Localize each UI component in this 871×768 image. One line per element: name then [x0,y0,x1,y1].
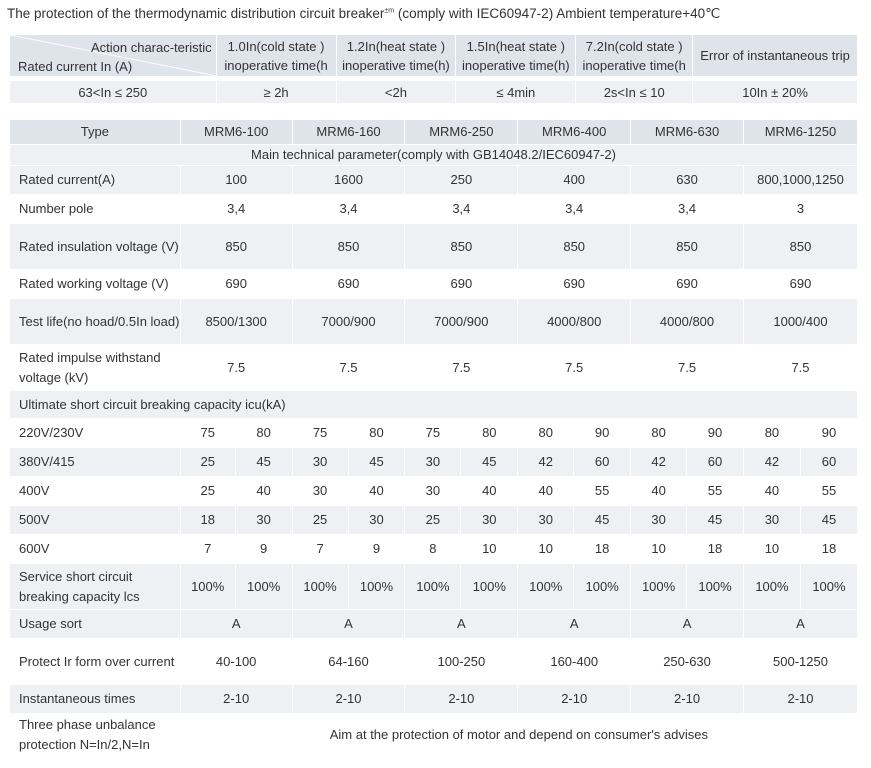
icu-value: 80 [348,419,405,448]
icu-value: 30 [461,506,518,535]
spec-row [10,270,858,299]
value-cell: ≥ 2h [216,81,336,104]
row-value: 850 [180,224,292,270]
icu-section-title: Ultimate short circuit breaking capacity icu(kA) [10,391,858,419]
spec-row [10,195,858,224]
icu-value: 30 [405,477,461,506]
action-characteristic-label: Action charac-teristic [90,40,212,55]
icu-row [10,419,858,448]
header-cell: 1.2In(heat state ) inoperative time(h) [336,35,456,77]
row-value: A [631,610,744,639]
icu-value: 10 [743,535,800,564]
header-cell: Error of instantaneous trip [693,35,858,77]
model-name: MRM6-250 [405,120,518,145]
icu-value: 40 [348,477,405,506]
icu-value: 75 [292,419,348,448]
row-value: 3,4 [631,195,744,224]
row-value: 7.5 [743,345,857,391]
icu-value: 30 [292,477,348,506]
parameter-rows [10,166,858,391]
icu-value: 42 [631,448,687,477]
icu-value: 80 [235,419,292,448]
row-value: 7000/900 [292,299,405,345]
model-name: MRM6-400 [518,120,631,145]
spec-row [10,166,858,195]
icu-value: 100% [800,564,857,610]
row-label: 600V [10,535,181,564]
icu-value: 80 [461,419,518,448]
icu-value: 30 [292,448,348,477]
model-name: MRM6-100 [180,120,292,145]
icu-row [10,506,858,535]
row-value: 100-250 [405,639,518,685]
row-label: 500V [10,506,181,535]
row-value: 2-10 [292,685,405,714]
icu-value: 40 [235,477,292,506]
value-cell: ≤ 4min [456,81,576,104]
page-title: The protection of the thermodynamic distribution circuit breaker$^{\pm m}$ (comply with IEC60947-2) Ambient temperature+40℃ [7,6,721,21]
icu-value: 18 [800,535,857,564]
spec-row [10,345,858,391]
icu-value: 100% [405,564,461,610]
type-label: Type [10,120,181,145]
icu-value: 100% [461,564,518,610]
row-value: A [743,610,857,639]
row-value: 3 [743,195,857,224]
icu-value: 30 [518,506,574,535]
icu-value: 80 [743,419,800,448]
row-label: Rated working voltage (V) [10,270,181,299]
icu-value: 18 [180,506,235,535]
value-cell: 63<In ≤ 250 [10,81,217,104]
icu-value: 60 [800,448,857,477]
icu-value: 100% [292,564,348,610]
icu-value: 40 [631,477,687,506]
icu-value: 75 [405,419,461,448]
row-value: Aim at the protection of motor and depend on consumer's advises [180,714,857,756]
row-value: 250 [405,166,518,195]
row-label: Test life(no hoad/0.5In load) [10,299,181,345]
row-value: 2-10 [518,685,631,714]
row-value: 160-400 [518,639,631,685]
row-label: Usage sort [10,610,181,639]
icu-value: 90 [574,419,631,448]
icu-value: 10 [461,535,518,564]
value-cell: <2h [336,81,456,104]
section-title: Main technical parameter(comply with GB14048.2/IEC60947-2) [10,145,858,166]
icu-value: 100% [180,564,235,610]
row-value: 1600 [292,166,405,195]
row-value: 3,4 [180,195,292,224]
model-name: MRM6-630 [631,120,744,145]
icu-row [10,564,858,610]
icu-row [10,477,858,506]
icu-value: 55 [800,477,857,506]
spec-row [10,299,858,345]
icu-rows [10,419,858,610]
row-value: 850 [292,224,405,270]
icu-value: 45 [687,506,744,535]
icu-value: 45 [348,448,405,477]
value-cell: 10In ± 20% [693,81,858,104]
row-label: Rated impulse withstand voltage (kV) [10,345,181,391]
rated-current-label: Rated current In (A) [18,59,133,74]
icu-value: 80 [631,419,687,448]
row-value: 630 [631,166,744,195]
row-value: 500-1250 [743,639,857,685]
icu-value: 90 [687,419,744,448]
row-value: 2-10 [405,685,518,714]
icu-value: 9 [348,535,405,564]
icu-value: 30 [631,506,687,535]
header-cell: 1.0In(cold state ) inoperative time(h [216,35,336,77]
specification-table [9,119,858,756]
row-value: 1000/400 [743,299,857,345]
icu-value: 25 [292,506,348,535]
icu-value: 25 [180,448,235,477]
row-value: 2-10 [743,685,857,714]
icu-value: 55 [574,477,631,506]
row-label: 400V [10,477,181,506]
header-cell: 7.2In(cold state ) inoperative time(h [576,35,693,77]
spec-row [10,639,858,685]
icu-value: 55 [687,477,744,506]
row-value: 7.5 [180,345,292,391]
row-value: 7.5 [405,345,518,391]
row-value: 3,4 [518,195,631,224]
icu-value: 45 [461,448,518,477]
icu-value: 7 [292,535,348,564]
row-value: A [180,610,292,639]
icu-value: 7 [180,535,235,564]
row-value: 7.5 [292,345,405,391]
row-value: 40-100 [180,639,292,685]
icu-value: 9 [235,535,292,564]
spec-row [10,224,858,270]
row-value: 100 [180,166,292,195]
row-value: 850 [518,224,631,270]
row-label: 380V/415 [10,448,181,477]
icu-value: 45 [235,448,292,477]
spec-row [10,610,858,639]
row-value: 850 [631,224,744,270]
icu-value: 40 [518,477,574,506]
row-value: 850 [405,224,518,270]
parameter-rows-2 [10,610,858,714]
row-value: 250-630 [631,639,744,685]
row-value: 400 [518,166,631,195]
icu-value: 25 [405,506,461,535]
row-value: 690 [518,270,631,299]
row-label: Rated current(A) [10,166,181,195]
icu-value: 100% [687,564,744,610]
row-value: 690 [405,270,518,299]
icu-value: 30 [348,506,405,535]
row-value: 64-160 [292,639,405,685]
value-cell: 2s<In ≤ 10 [576,81,693,104]
icu-value: 18 [687,535,744,564]
header-cell: 1.5In(heat state ) inoperative time(h) [456,35,576,77]
model-name: MRM6-1250 [743,120,857,145]
row-value: A [292,610,405,639]
row-value: 7.5 [518,345,631,391]
row-label: Instantaneous times [10,685,181,714]
icu-value: 10 [518,535,574,564]
row-label: Three phase unbalance protection N=In/2,N=In [10,714,181,756]
row-value: 800,1000,1250 [743,166,857,195]
icu-value: 30 [743,506,800,535]
row-value: 690 [180,270,292,299]
protection-table [9,34,858,104]
row-value: 850 [743,224,857,270]
icu-row [10,448,858,477]
row-value: 3,4 [405,195,518,224]
icu-value: 30 [405,448,461,477]
row-value: 4000/800 [518,299,631,345]
row-value: 4000/800 [631,299,744,345]
icu-value: 100% [743,564,800,610]
type-row [10,120,858,145]
icu-value: 42 [743,448,800,477]
row-value: 690 [292,270,405,299]
icu-value: 80 [518,419,574,448]
row-value: 8500/1300 [180,299,292,345]
row-label: 220V/230V [10,419,181,448]
icu-value: 100% [235,564,292,610]
icu-value: 45 [574,506,631,535]
icu-value: 100% [518,564,574,610]
row-label: Number pole [10,195,181,224]
icu-value: 18 [574,535,631,564]
row-label: Service short circuit breaking capacity lcs [10,564,181,610]
row-label: Rated insulation voltage (V) [10,224,181,270]
row-value: 2-10 [631,685,744,714]
row-value: 2-10 [180,685,292,714]
icu-value: 60 [574,448,631,477]
model-name: MRM6-160 [292,120,405,145]
row-value: 690 [743,270,857,299]
icu-value: 75 [180,419,235,448]
icu-value: 45 [800,506,857,535]
icu-value: 30 [235,506,292,535]
row-value: 3,4 [292,195,405,224]
icu-value: 60 [687,448,744,477]
icu-row [10,535,858,564]
icu-value: 8 [405,535,461,564]
row-label: Protect Ir form over current [10,639,181,685]
row-value: A [405,610,518,639]
spec-row [10,685,858,714]
icu-value: 42 [518,448,574,477]
row-value: A [518,610,631,639]
icu-value: 100% [348,564,405,610]
corner-header-cell [10,35,217,77]
icu-value: 100% [631,564,687,610]
row-value: 690 [631,270,744,299]
icu-value: 10 [631,535,687,564]
icu-value: 40 [461,477,518,506]
icu-value: 25 [180,477,235,506]
row-value: 7000/900 [405,299,518,345]
icu-value: 90 [800,419,857,448]
icu-value: 100% [574,564,631,610]
row-value: 7.5 [631,345,744,391]
icu-value: 40 [743,477,800,506]
